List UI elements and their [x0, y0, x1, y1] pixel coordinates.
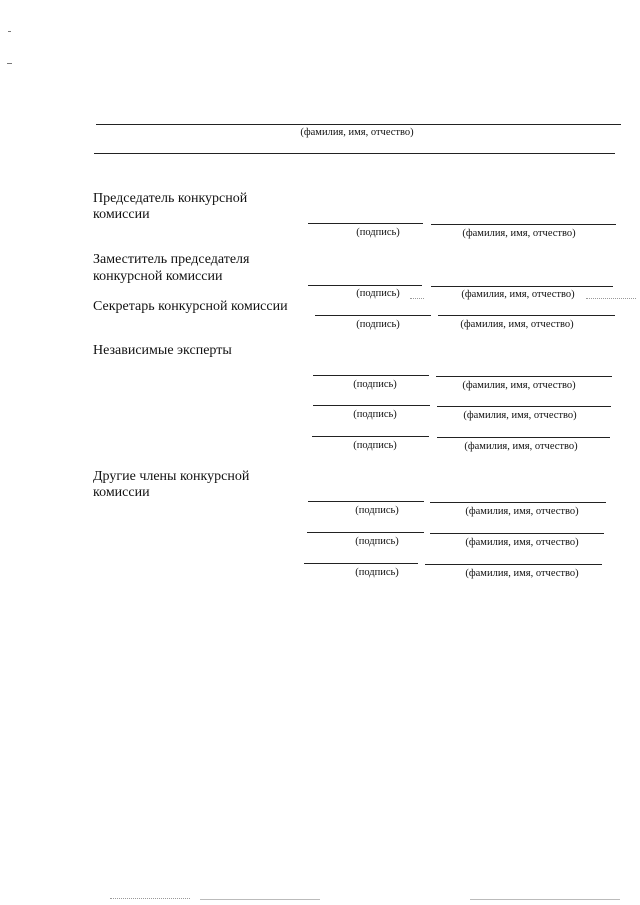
deputy-label-line1: Заместитель председателя: [93, 252, 250, 267]
scan-dotted-mark: [410, 298, 424, 299]
expert-3-signature-caption: (подпись): [353, 440, 397, 451]
others-label-line1: Другие члены конкурсной: [93, 469, 250, 484]
header-second-line: [94, 153, 615, 154]
chairman-name-caption: (фамилия, имя, отчество): [462, 228, 576, 239]
secretary-signature-caption: (подпись): [356, 319, 400, 330]
member-2-name-caption: (фамилия, имя, отчество): [465, 537, 579, 548]
scan-bottom-mark: [200, 899, 320, 900]
expert-2-signature-caption: (подпись): [353, 409, 397, 420]
scan-mark: [8, 31, 11, 32]
member-2-signature-line: [307, 532, 424, 533]
expert-1-signature-line: [313, 375, 429, 376]
member-1-name-caption: (фамилия, имя, отчество): [465, 506, 579, 517]
others-label-line2: комиссии: [93, 485, 150, 500]
member-3-signature-line: [304, 563, 418, 564]
scan-mark: [7, 63, 12, 64]
member-2-signature-caption: (подпись): [355, 536, 399, 547]
deputy-signature-caption: (подпись): [356, 288, 400, 299]
chairman-name-line: [431, 224, 616, 225]
expert-1-name-line: [436, 376, 612, 377]
experts-label: Независимые эксперты: [93, 343, 232, 358]
member-3-signature-caption: (подпись): [355, 567, 399, 578]
member-1-name-line: [430, 502, 606, 503]
header-name-caption: (фамилия, имя, отчество): [300, 127, 414, 138]
secretary-name-caption: (фамилия, имя, отчество): [460, 319, 574, 330]
deputy-name-caption: (фамилия, имя, отчество): [461, 289, 575, 300]
scan-dotted-mark: [586, 298, 636, 299]
member-1-signature-caption: (подпись): [355, 505, 399, 516]
member-3-name-line: [425, 564, 602, 565]
scan-bottom-mark: [110, 898, 190, 899]
chairman-signature-line: [308, 223, 423, 224]
expert-3-name-line: [437, 437, 610, 438]
secretary-name-line: [438, 315, 615, 316]
header-name-line: [96, 124, 621, 125]
deputy-label-line2: конкурсной комиссии: [93, 269, 223, 284]
expert-1-name-caption: (фамилия, имя, отчество): [462, 380, 576, 391]
expert-3-signature-line: [312, 436, 429, 437]
member-1-signature-line: [308, 501, 424, 502]
chairman-label-line1: Председатель конкурсной: [93, 191, 248, 206]
member-3-name-caption: (фамилия, имя, отчество): [465, 568, 579, 579]
chairman-signature-caption: (подпись): [356, 227, 400, 238]
member-2-name-line: [430, 533, 604, 534]
deputy-signature-line: [308, 285, 422, 286]
expert-1-signature-caption: (подпись): [353, 379, 397, 390]
scan-bottom-mark: [470, 899, 620, 900]
chairman-label-line2: комиссии: [93, 207, 150, 222]
expert-2-name-caption: (фамилия, имя, отчество): [463, 410, 577, 421]
deputy-name-line: [431, 286, 613, 287]
secretary-signature-line: [315, 315, 431, 316]
secretary-label: Секретарь конкурсной комиссии: [93, 299, 288, 314]
expert-2-name-line: [437, 406, 611, 407]
expert-2-signature-line: [313, 405, 430, 406]
expert-3-name-caption: (фамилия, имя, отчество): [464, 441, 578, 452]
